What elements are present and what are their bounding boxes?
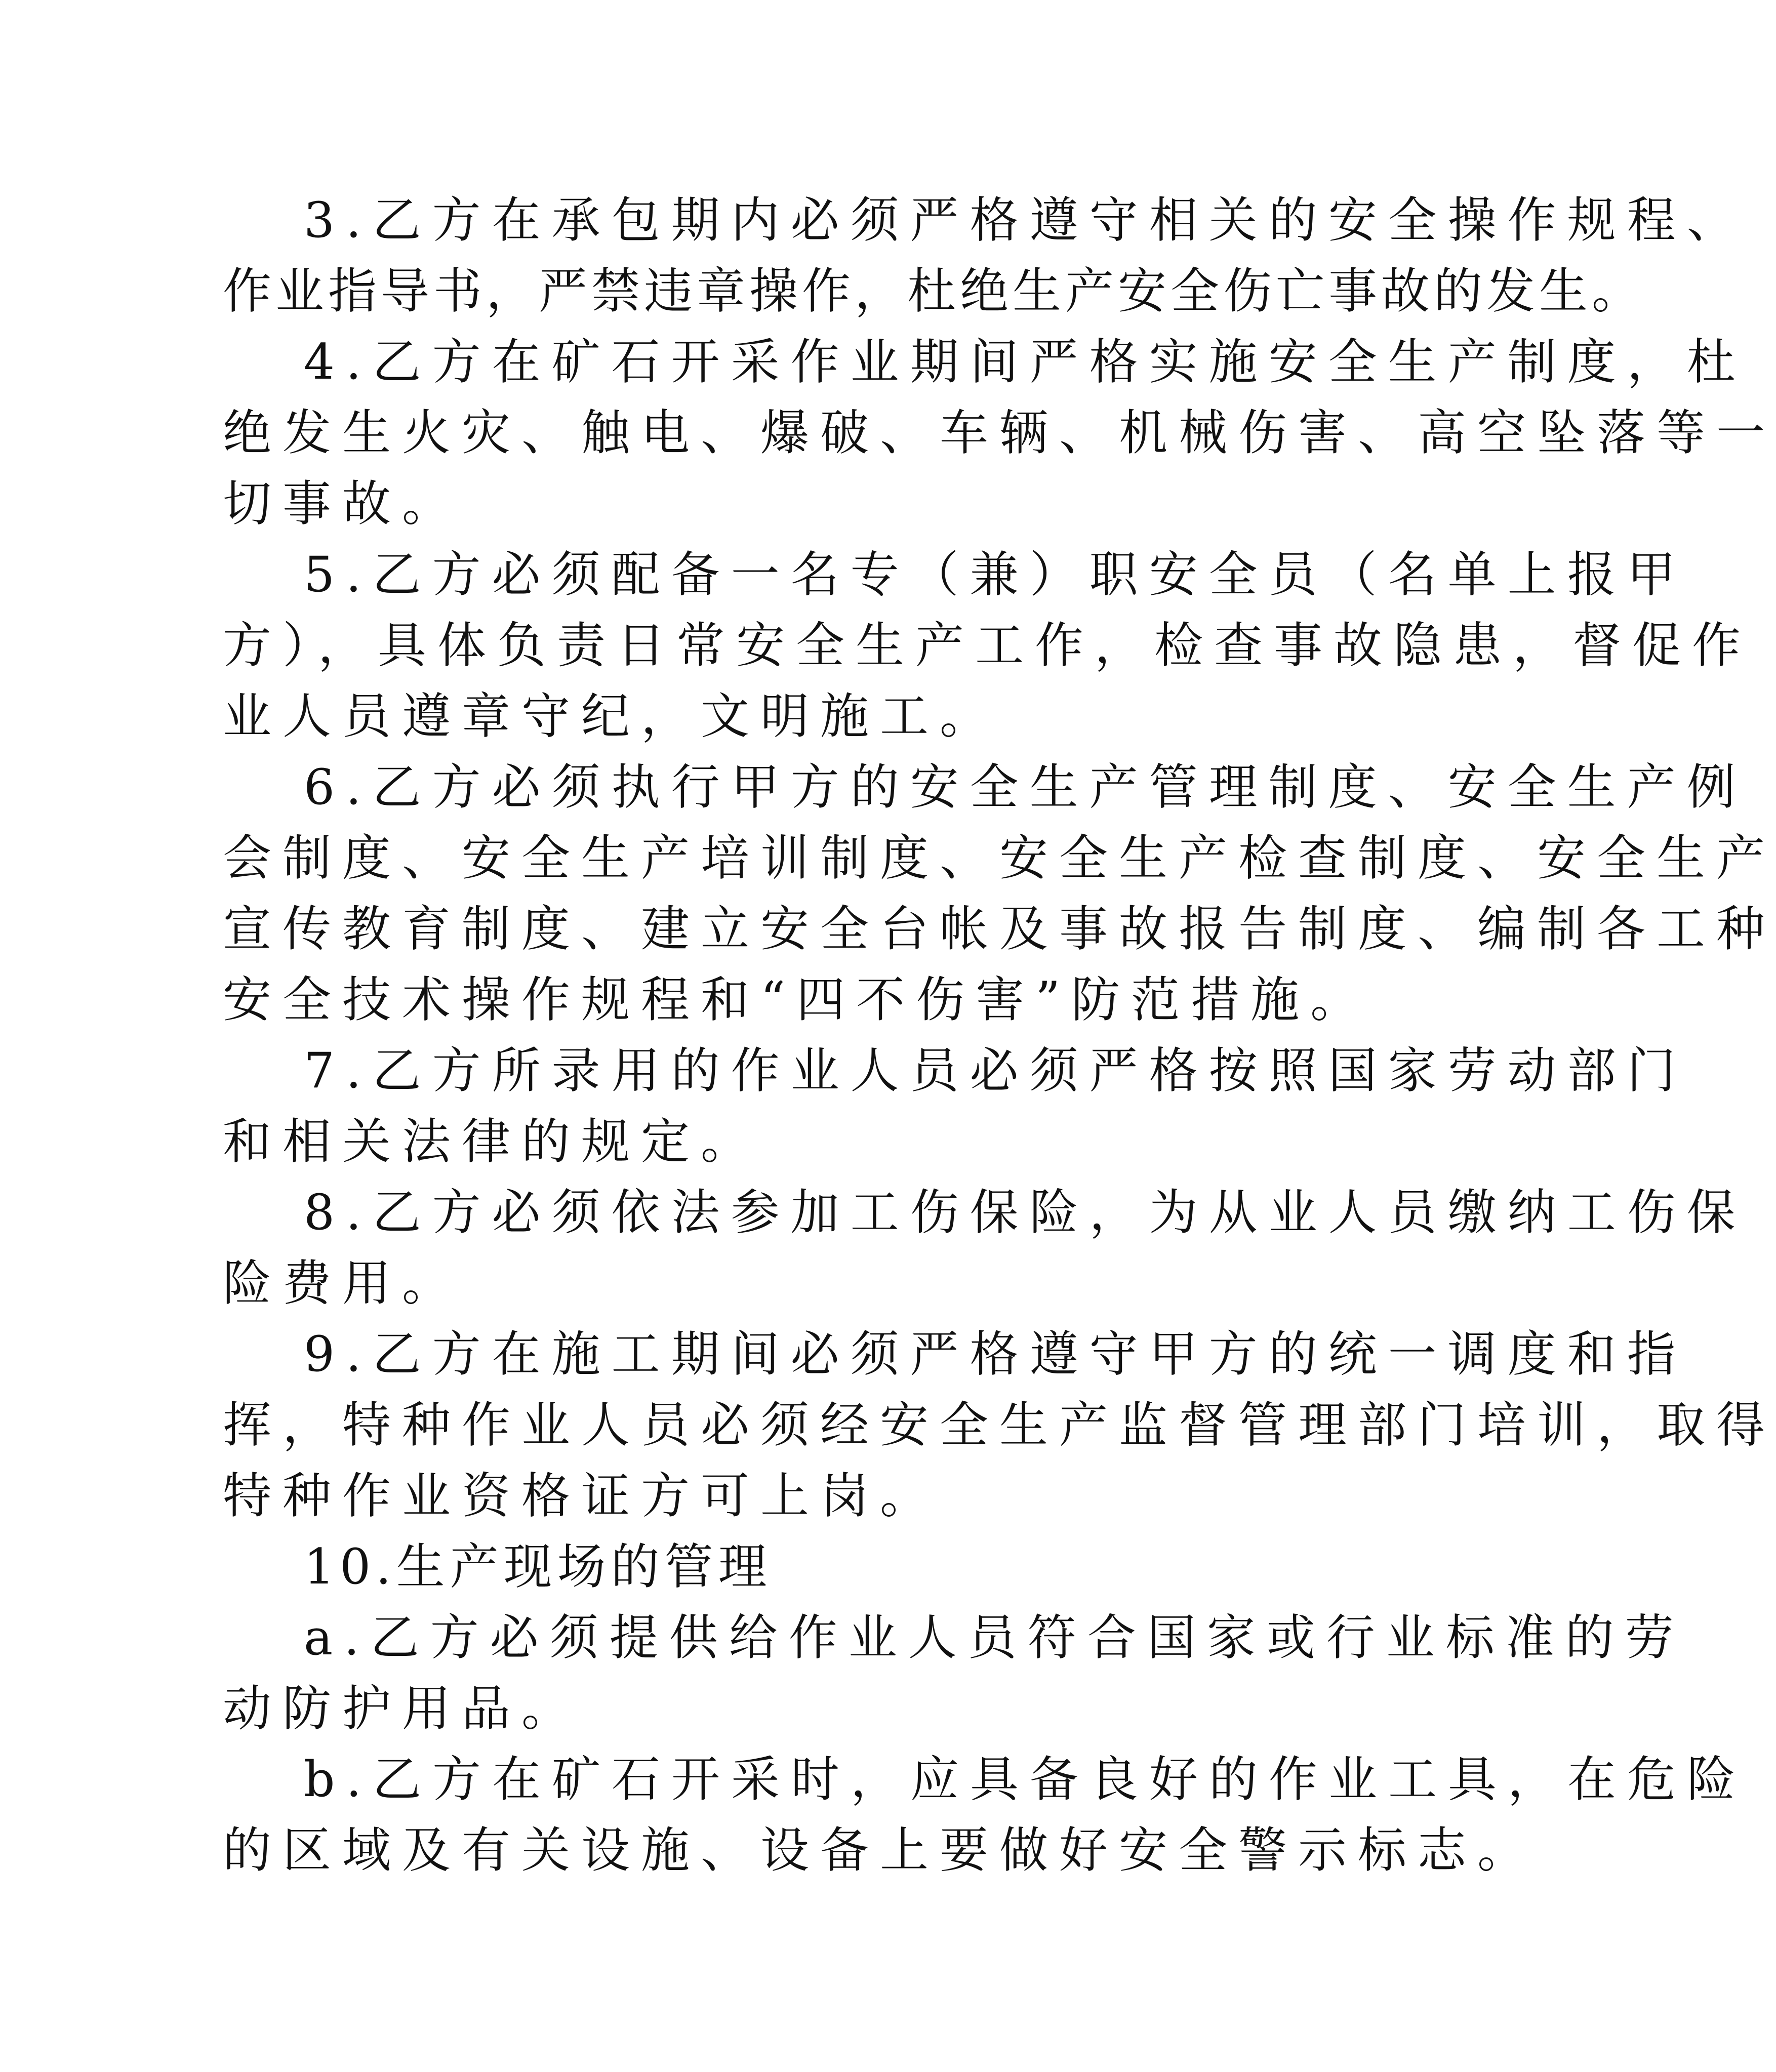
clause-4-line-2: 绝发生火灾、触电、爆破、车辆、机械伤害、高空坠落等一 (223, 404, 1776, 461)
clause-3-line-2: 作业指导书，严禁违章操作，杜绝生产安全伤亡事故的发生。 (223, 263, 1644, 319)
clause-6-line-3: 宣传教育制度、建立安全台帐及事故报告制度、编制各工种 (223, 901, 1776, 957)
clause-5-line-3: 业人员遵章守纪，文明施工。 (223, 688, 999, 745)
clause-6-line-1: 6.乙方必须执行甲方的安全生产管理制度、安全生产例 (304, 759, 1747, 816)
clause-10a-line-1: a.乙方必须提供给作业人员符合国家或行业标准的劳 (304, 1609, 1685, 1666)
clause-3-line-1: 3.乙方在承包期内必须严格遵守相关的安全操作规程、 (304, 192, 1747, 249)
clause-9-line-2: 挥，特种作业人员必须经安全生产监督管理部门培训，取得 (223, 1397, 1776, 1453)
clause-4-line-3: 切事故。 (223, 475, 462, 532)
clause-6-line-4: 安全技术操作规程和“四不伤害”防范措施。 (223, 971, 1370, 1028)
clause-9-line-3: 特种作业资格证方可上岗。 (223, 1468, 940, 1524)
clause-6-line-2: 会制度、安全生产培训制度、安全生产检查制度、安全生产 (223, 830, 1776, 886)
clause-5-line-2: 方），具体负责日常安全生产工作，检查事故隐患，督促作 (223, 617, 1752, 674)
clause-5-line-1: 5.乙方必须配备一名专（兼）职安全员（名单上报甲 (304, 546, 1687, 603)
clause-10-heading: 10.生产现场的管理 (304, 1538, 772, 1595)
clause-10b-line-1: b.乙方在矿石开采时，应具备良好的作业工具，在危险 (304, 1751, 1747, 1808)
clause-7-line-1: 7.乙方所录用的作业人员必须严格按照国家劳动部门 (304, 1042, 1687, 1099)
clause-8-line-2: 险费用。 (223, 1255, 462, 1312)
clause-9-line-1: 9.乙方在施工期间必须严格遵守甲方的统一调度和指 (304, 1326, 1687, 1383)
clause-8-line-1: 8.乙方必须依法参加工伤保险，为从业人员缴纳工伤保 (304, 1184, 1747, 1241)
clause-7-line-2: 和相关法律的规定。 (223, 1113, 760, 1170)
clause-10b-line-2: 的区域及有关设施、设备上要做好安全警示标志。 (223, 1822, 1537, 1879)
clause-10a-line-2: 动防护用品。 (223, 1680, 581, 1737)
clause-4-line-1: 4.乙方在矿石开采作业期间严格实施安全生产制度，杜 (304, 334, 1747, 390)
